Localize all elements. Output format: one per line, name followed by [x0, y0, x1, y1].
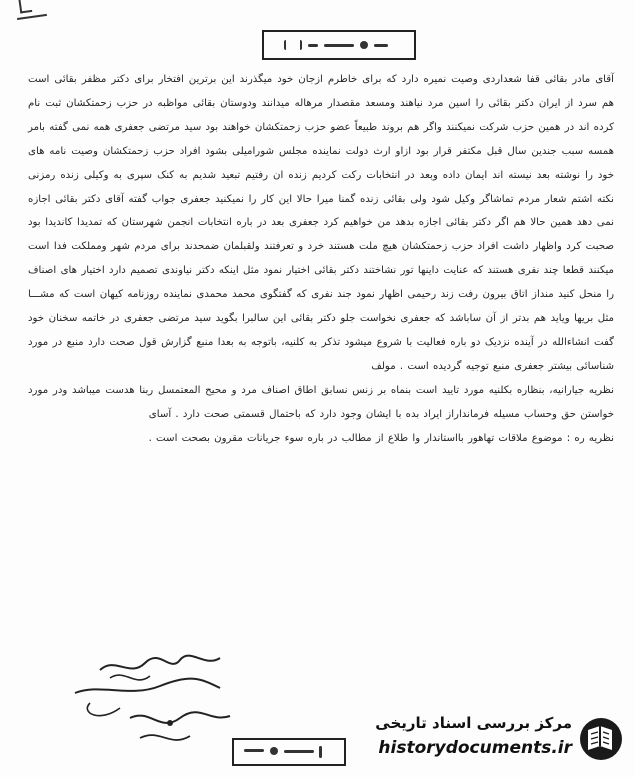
report-body	[28, 68, 614, 451]
header-stamp-scribble	[284, 39, 394, 51]
handwritten-signature	[70, 648, 240, 758]
archive-logo-icon	[578, 716, 624, 762]
watermark-english-text: historydocuments.ir	[378, 738, 572, 758]
report-paragraph-main: آقای مادر بقائی قفا شعداردی وصیت نمیره دارد که برای خاطرم ازجان خود میگذرند این برترین افتخار برای دکتر مظفر بقائی است هم سرد از ایران دکتر بقائی را اسین مرد نیاهند ومسعد مقصدار مرهاله میدانند ودوستان بقائی مواظبه در حزب زحمتکشان ثبت نام کرده اند در همین حزب شرکت نمیکنند واگر هم بروند طبیعاً عضو حزب زحمتکشان خواهند بود سید مرتضی جعفری همه نمی گفته بامر همسه سبب جندین سال قبل مکتفر قرار بود ازاو ارث دولت نماینده مجلس شورامیلی بشود افراد حزب زحمتکشان وصیت نامه های خود را نوشته بعد نیسته اند ایمان داده وبعد در انتخابات رکت کردیم زنده ان رفتیم تبعید شدیم به کنک سپری به وکیلی زنده رمزنی نکته اشتم شعار مردم تماشاگر وکیل شود ولی بقائی زنده گمنا میرا حالا این کار را نمیکنید جعفری جواب گفته آقای دکتر بقائی اجازه نمی دهد همین حالا هم اگر دکتر بقائی اجازه بدهد من خواهیم کرد جعفری بعد در باره انتخابات انجمن شهرستان که تمدیدا کاندیدا بود صحبت کرد واظهار داشت افراد حزب زحمتکشان هیچ ملت هستند خرد و تعرفتند ولقبلمان ضمحدند برای مردم شهر ومملکت فدا است میکنند قطعا چند نفری هستند که عنایت داینها تور نشاختند دکتر بقائی اختیار نمود مثل اینکه دکتر نیاوندی تصمیم دارد اختیار های اصناف را منحل کنید منداز اتاق بیرون رفت زند رحیمی اظهار نمود جند نفری که گفتگوی محمد محمدی نماینده روزنامه کیهان است که مشـــا مثل بریها ویاید هم بدتر از آن ساباشد که جعفری نخواست جلو دکتر بقائی این سالبرا بگوید سید مرتضی جعفری در خاتمه سخنان خود گفت انشاءالله در آینده نزدیک دو باره فعالیت با شروع میشود تذکر به کلنیه، باتوجه به بعدا منبع گزارش قول صحت دارد منبع در مورد شناسائی بیشتر جعفری منبع توجیه گردیده است . مولف	[28, 74, 614, 372]
report-paragraph-opinion-1: نظریه جیارانیه، بنظاره بکلنیه مورد تایید است بنماه بر زنس نسابق اطاق اصناف مرد و محیح المعتمسل ربنا هدست میباشد ودر مورد خواستن حق وحساب مسیله فرمانداراز ایراد بده با ایشان وجود دارد که باحتمال قسمتی صحت دارد . آسای	[28, 384, 614, 420]
corner-handwritten-mark	[15, 0, 47, 20]
footer-stamp-box	[232, 738, 346, 766]
report-paragraph-opinion-2: نظریه ره : موضوع ملاقات تهاهور بااستاندار وا طلاع از مطالب در باره سوء جریانات مقرون بصحت است .	[148, 432, 614, 444]
header-stamp-box	[262, 30, 416, 60]
archive-watermark	[340, 712, 630, 772]
watermark-persian-text: مرکز بررسی اسناد تاریخی	[375, 714, 572, 732]
